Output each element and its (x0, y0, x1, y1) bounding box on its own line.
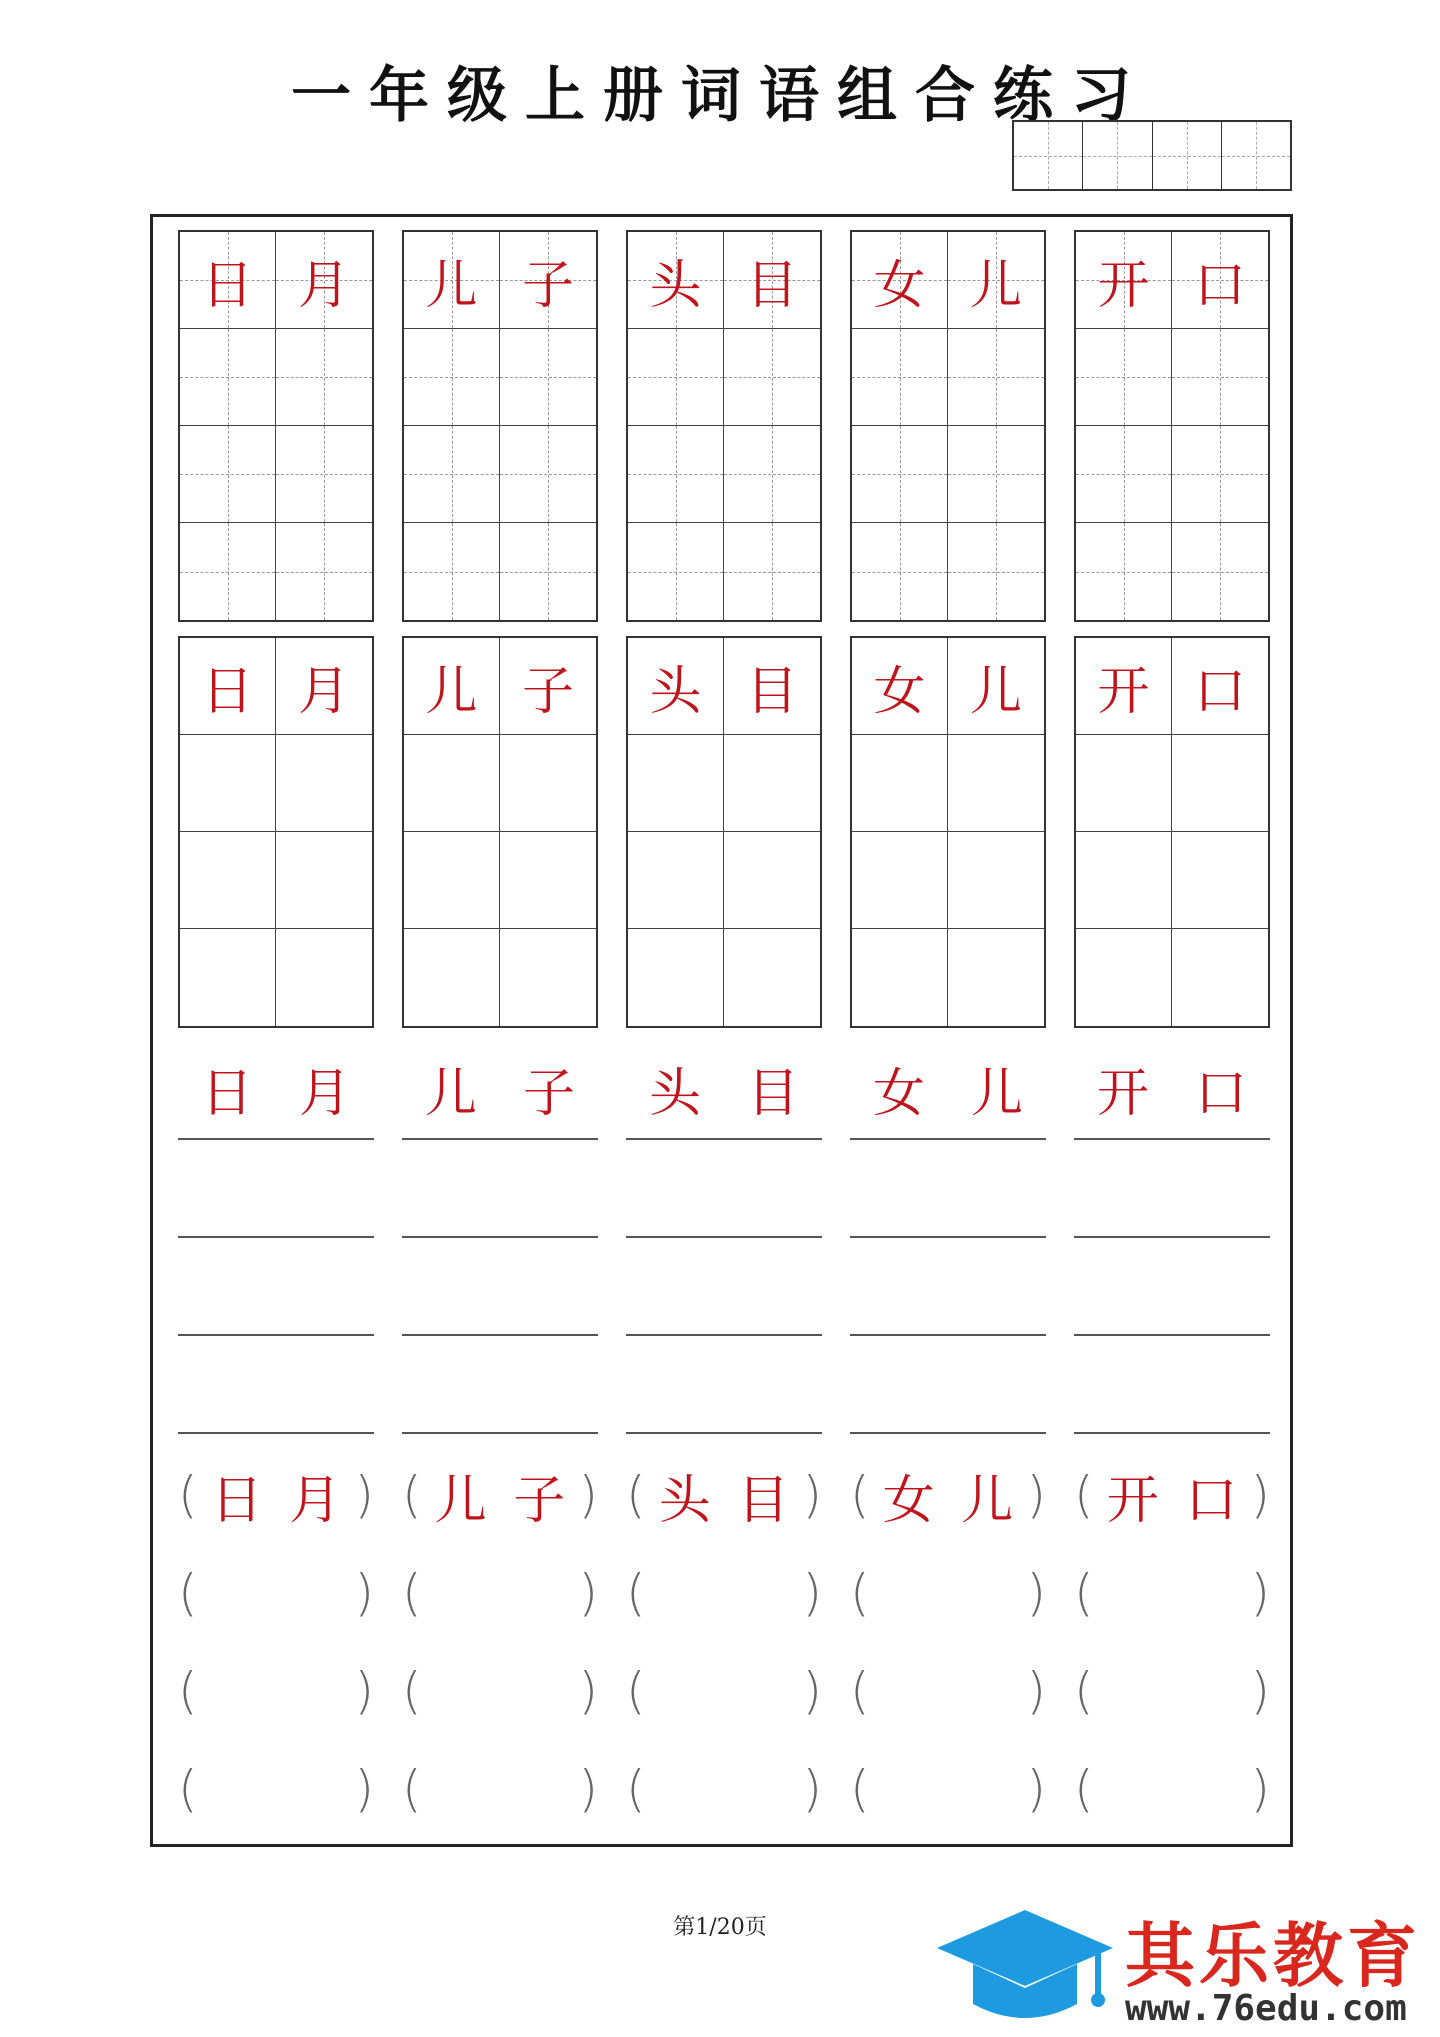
practice-cell (628, 426, 724, 523)
close-paren: ) (578, 1760, 598, 1818)
open-paren: ( (626, 1466, 646, 1524)
practice-cell (404, 735, 500, 832)
practice-cell (500, 523, 596, 620)
practice-bracket (626, 1642, 822, 1740)
close-paren: ) (1250, 1466, 1270, 1524)
model-character: 月 (289, 1470, 342, 1531)
practice-cell (404, 426, 500, 523)
worksheet-title: 一年级上册词语组合练习 (291, 61, 1149, 131)
practice-cell (1172, 426, 1268, 523)
model-cell (852, 638, 948, 735)
model-cell (180, 638, 276, 735)
model-character: 女 (882, 1470, 935, 1531)
open-paren: ( (850, 1760, 870, 1818)
practice-line (850, 1236, 1046, 1336)
practice-cell (404, 832, 500, 929)
open-paren: ( (626, 1564, 646, 1622)
model-character: 目 (737, 1470, 790, 1531)
practice-cell (724, 329, 820, 426)
practice-cell (404, 929, 500, 1026)
practice-cell (628, 832, 724, 929)
practice-cell (948, 929, 1044, 1026)
model-bracket (178, 1446, 374, 1544)
practice-bracket (850, 1740, 1046, 1838)
practice-cell (724, 929, 820, 1026)
model-character: 月 (298, 1063, 351, 1124)
practice-cell (404, 523, 500, 620)
model-bracket (402, 1446, 598, 1544)
model-character: 儿 (425, 255, 478, 316)
close-paren: ) (354, 1760, 374, 1818)
open-paren: ( (402, 1564, 422, 1622)
close-paren: ) (1026, 1662, 1046, 1720)
practice-bracket (402, 1642, 598, 1740)
practice-cell (180, 832, 276, 929)
model-word (1074, 1058, 1270, 1124)
practice-cell (500, 329, 596, 426)
practice-cell (852, 329, 948, 426)
practice-cell (948, 735, 1044, 832)
practice-line (178, 1334, 374, 1434)
model-character: 女 (873, 255, 926, 316)
close-paren: ) (354, 1662, 374, 1720)
practice-cell (1076, 735, 1172, 832)
model-character: 目 (746, 1063, 799, 1124)
practice-cell (724, 735, 820, 832)
open-paren: ( (178, 1564, 198, 1622)
close-paren: ) (802, 1662, 822, 1720)
practice-bracket (402, 1740, 598, 1838)
model-character: 子 (522, 1063, 575, 1124)
practice-bracket (1074, 1642, 1270, 1740)
bracket-content (198, 1458, 355, 1533)
practice-cell (1172, 735, 1268, 832)
practice-cell (948, 329, 1044, 426)
model-cell (1076, 638, 1172, 735)
open-paren: ( (178, 1760, 198, 1818)
model-cell (276, 232, 372, 329)
practice-cell (1076, 329, 1172, 426)
practice-bracket (626, 1740, 822, 1838)
tian-grid (178, 230, 374, 622)
model-line (850, 1040, 1046, 1140)
practice-line (402, 1138, 598, 1238)
practice-cell (948, 523, 1044, 620)
model-cell (852, 232, 948, 329)
model-cell (948, 232, 1044, 329)
open-paren: ( (850, 1466, 870, 1524)
practice-line (178, 1236, 374, 1336)
practice-cell (180, 929, 276, 1026)
model-character: 月 (297, 661, 350, 722)
practice-bracket (178, 1740, 374, 1838)
model-word (850, 1058, 1046, 1124)
practice-cell (628, 329, 724, 426)
model-cell (948, 638, 1044, 735)
open-paren: ( (178, 1662, 198, 1720)
practice-cell (1172, 329, 1268, 426)
practice-cell (276, 929, 372, 1026)
name-box (1083, 122, 1152, 189)
model-character: 月 (297, 255, 350, 316)
open-paren: ( (850, 1564, 870, 1622)
model-character: 日 (200, 1063, 253, 1124)
close-paren: ) (802, 1564, 822, 1622)
bracket-content (870, 1458, 1027, 1533)
tian-grid (850, 230, 1046, 622)
practice-cell (628, 929, 724, 1026)
practice-cell (948, 426, 1044, 523)
practice-bracket (402, 1544, 598, 1642)
practice-cell (180, 426, 276, 523)
square-grid (1074, 636, 1270, 1028)
model-character: 目 (745, 661, 798, 722)
model-character: 儿 (425, 661, 478, 722)
model-character: 女 (872, 1063, 925, 1124)
practice-cell (276, 832, 372, 929)
model-character: 口 (1185, 1470, 1238, 1531)
practice-cell (404, 329, 500, 426)
model-bracket (850, 1446, 1046, 1544)
close-paren: ) (1026, 1760, 1046, 1818)
open-paren: ( (850, 1662, 870, 1720)
practice-cell (180, 329, 276, 426)
model-cell (628, 638, 724, 735)
practice-cell (1172, 929, 1268, 1026)
practice-cell (1076, 523, 1172, 620)
practice-cell (500, 929, 596, 1026)
name-writing-boxes (1012, 120, 1292, 191)
close-paren: ) (1250, 1760, 1270, 1818)
practice-line (178, 1138, 374, 1238)
square-grid (626, 636, 822, 1028)
model-character: 子 (521, 255, 574, 316)
model-line (1074, 1040, 1270, 1140)
practice-cell (500, 735, 596, 832)
practice-cell (1076, 426, 1172, 523)
model-character: 儿 (961, 1470, 1014, 1531)
practice-cell (500, 832, 596, 929)
practice-bracket (850, 1642, 1046, 1740)
practice-bracket (178, 1544, 374, 1642)
practice-cell (276, 426, 372, 523)
model-word (178, 1058, 374, 1124)
model-line (626, 1040, 822, 1140)
close-paren: ) (354, 1564, 374, 1622)
open-paren: ( (626, 1662, 646, 1720)
practice-cell (276, 329, 372, 426)
practice-cell (628, 735, 724, 832)
model-character: 儿 (970, 1063, 1023, 1124)
model-character: 女 (873, 661, 926, 722)
practice-cell (628, 523, 724, 620)
practice-bracket (1074, 1740, 1270, 1838)
model-character: 儿 (969, 255, 1022, 316)
practice-cell (724, 832, 820, 929)
practice-bracket (1074, 1544, 1270, 1642)
open-paren: ( (178, 1466, 198, 1524)
close-paren: ) (578, 1466, 598, 1524)
model-character: 口 (1194, 1063, 1247, 1124)
practice-line (1074, 1334, 1270, 1434)
practice-cell (180, 523, 276, 620)
model-character: 日 (201, 661, 254, 722)
brand-logo (935, 1900, 1440, 2037)
bracket-content (646, 1458, 803, 1533)
practice-line (402, 1236, 598, 1336)
name-box (1014, 122, 1083, 189)
practice-line (626, 1138, 822, 1238)
model-cell (724, 638, 820, 735)
brand-name: 其乐教育 (1125, 1915, 1421, 1997)
model-cell (500, 638, 596, 735)
model-character: 开 (1097, 255, 1150, 316)
brand-url: www.76edu.com (1125, 1988, 1407, 2029)
model-character: 头 (649, 255, 702, 316)
practice-cell (852, 735, 948, 832)
model-cell (628, 232, 724, 329)
name-box (1153, 122, 1222, 189)
practice-bracket (850, 1544, 1046, 1642)
model-character: 儿 (424, 1063, 477, 1124)
practice-cell (852, 426, 948, 523)
model-line (402, 1040, 598, 1140)
model-character: 子 (513, 1470, 566, 1531)
open-paren: ( (402, 1760, 422, 1818)
practice-cell (852, 523, 948, 620)
close-paren: ) (354, 1466, 374, 1524)
model-word (626, 1058, 822, 1124)
model-line (178, 1040, 374, 1140)
practice-cell (276, 735, 372, 832)
model-cell (180, 232, 276, 329)
open-paren: ( (402, 1466, 422, 1524)
practice-bracket (626, 1544, 822, 1642)
model-cell (404, 232, 500, 329)
model-cell (404, 638, 500, 735)
practice-cell (1172, 523, 1268, 620)
practice-line (850, 1138, 1046, 1238)
practice-cell (1172, 832, 1268, 929)
tian-grid (1074, 230, 1270, 622)
model-character: 开 (1097, 661, 1150, 722)
model-character: 儿 (969, 661, 1022, 722)
name-box (1222, 122, 1290, 189)
open-paren: ( (1074, 1466, 1094, 1524)
model-character: 子 (521, 661, 574, 722)
tian-grid (402, 230, 598, 622)
model-character: 头 (648, 1063, 701, 1124)
graduation-cap-icon (935, 1900, 1115, 2037)
open-paren: ( (1074, 1564, 1094, 1622)
practice-line (850, 1334, 1046, 1434)
model-cell (500, 232, 596, 329)
open-paren: ( (1074, 1760, 1094, 1818)
practice-cell (1076, 832, 1172, 929)
square-grid (178, 636, 374, 1028)
model-cell (724, 232, 820, 329)
open-paren: ( (626, 1760, 646, 1818)
model-character: 目 (745, 255, 798, 316)
practice-line (402, 1334, 598, 1434)
practice-cell (852, 929, 948, 1026)
model-character: 日 (210, 1470, 263, 1531)
model-character: 开 (1096, 1063, 1149, 1124)
practice-cell (1076, 929, 1172, 1026)
practice-cell (276, 523, 372, 620)
close-paren: ) (1026, 1564, 1046, 1622)
close-paren: ) (1250, 1564, 1270, 1622)
model-cell (276, 638, 372, 735)
model-cell (1172, 638, 1268, 735)
close-paren: ) (578, 1662, 598, 1720)
page-number: 第1/20页 (673, 1915, 767, 1940)
practice-cell (724, 426, 820, 523)
square-grid (402, 636, 598, 1028)
model-word (402, 1058, 598, 1124)
practice-line (626, 1334, 822, 1434)
bracket-content (422, 1458, 579, 1533)
practice-cell (852, 832, 948, 929)
practice-cell (180, 735, 276, 832)
practice-bracket (178, 1642, 374, 1740)
open-paren: ( (1074, 1662, 1094, 1720)
model-character: 儿 (434, 1470, 487, 1531)
model-character: 开 (1106, 1470, 1159, 1531)
model-character: 口 (1193, 661, 1246, 722)
square-grid (850, 636, 1046, 1028)
model-character: 口 (1193, 255, 1246, 316)
practice-line (626, 1236, 822, 1336)
close-paren: ) (802, 1466, 822, 1524)
model-cell (1076, 232, 1172, 329)
open-paren: ( (402, 1662, 422, 1720)
practice-line (1074, 1138, 1270, 1238)
close-paren: ) (1026, 1466, 1046, 1524)
practice-cell (500, 426, 596, 523)
tian-grid (626, 230, 822, 622)
practice-cell (724, 523, 820, 620)
model-character: 头 (658, 1470, 711, 1531)
close-paren: ) (578, 1564, 598, 1622)
model-character: 头 (649, 661, 702, 722)
practice-cell (948, 832, 1044, 929)
bracket-content (1094, 1458, 1251, 1533)
model-bracket (1074, 1446, 1270, 1544)
close-paren: ) (1250, 1662, 1270, 1720)
model-bracket (626, 1446, 822, 1544)
model-character: 日 (201, 255, 254, 316)
model-cell (1172, 232, 1268, 329)
practice-line (1074, 1236, 1270, 1336)
close-paren: ) (802, 1760, 822, 1818)
